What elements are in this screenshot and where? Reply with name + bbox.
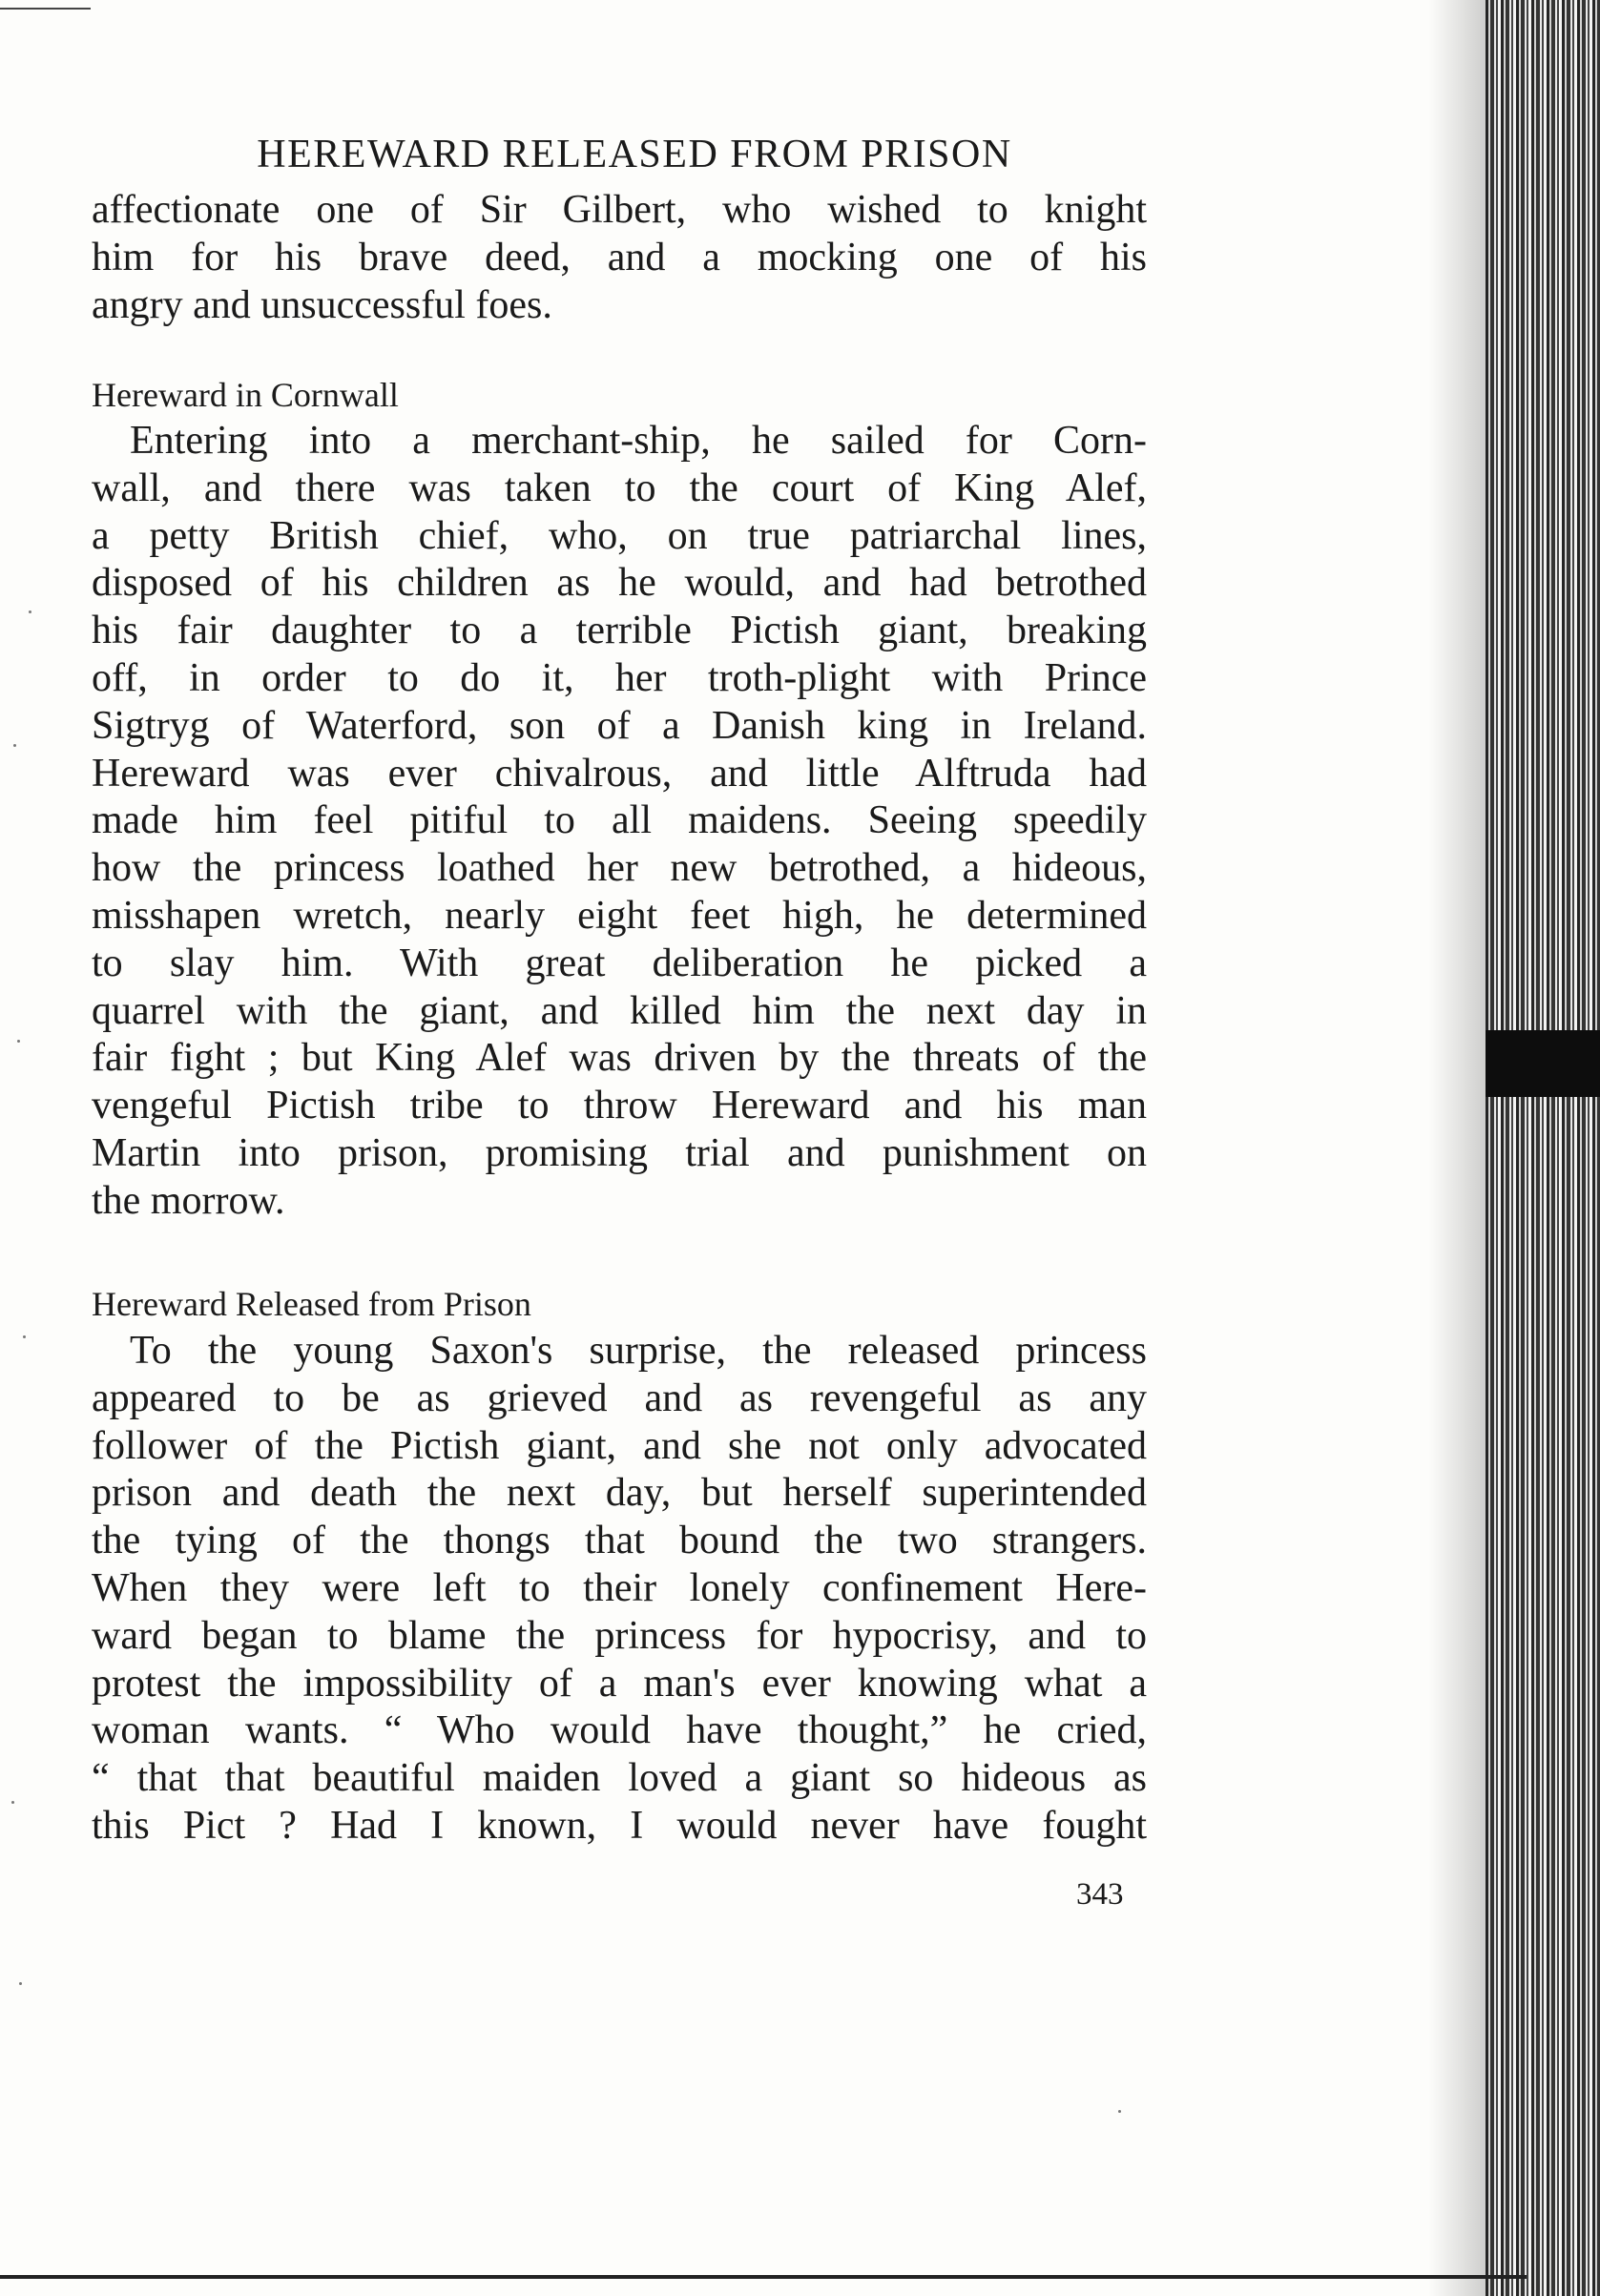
text-line: protest the impossibility of a man's ever knowing what a <box>92 1661 1147 1706</box>
text-line: vengeful Pictish tribe to throw Hereward and his man <box>92 1084 1147 1128</box>
text-line: fair fight ; but King Alef was driven by the threats of the <box>92 1036 1147 1081</box>
text-line: Entering into a merchant-ship, he sailed for Corn- <box>130 419 1147 463</box>
margin-speck <box>13 744 16 747</box>
text-line: his fair daughter to a terrible Pictish giant, breaking <box>92 609 1147 653</box>
text-line: him for his brave deed, and a mocking one of his <box>92 235 1147 279</box>
text-line: the tying of the thongs that bound the two strangers. <box>92 1519 1147 1563</box>
text-line: “ that that beautiful maiden loved a giant so hideous as <box>92 1756 1147 1801</box>
text-line: woman wants. “ Who would have thought,” he cried, <box>92 1708 1147 1753</box>
text-line: angry and unsuccessful foes. <box>92 282 552 327</box>
text-line: disposed of his children as he would, and had betrothed <box>92 561 1147 606</box>
page-number: 343 <box>1076 1877 1124 1912</box>
margin-speck <box>23 1335 26 1338</box>
text-line: made him feel pitiful to all maidens. Seeing speedily <box>92 798 1147 843</box>
running-head: HEREWARD RELEASED FROM PRISON <box>257 133 1012 176</box>
text-line: affectionate one of Sir Gilbert, who wished to knight <box>92 188 1147 232</box>
margin-speck <box>11 1801 14 1804</box>
text-line: appeared to be as grieved and as revengeful as any <box>92 1376 1147 1420</box>
section-heading-cornwall: Hereward in Cornwall <box>92 376 399 414</box>
text-line: Martin into prison, promising trial and punishment on <box>92 1130 1147 1175</box>
text-line: off, in order to do it, her troth-plight with Prince <box>92 655 1147 700</box>
margin-speck <box>29 610 31 613</box>
text-line: to slay him. With great deliberation he picked a <box>92 941 1147 985</box>
text-line: To the young Saxon's surprise, the released princess <box>130 1329 1147 1373</box>
binding-dark-band <box>1486 1030 1600 1097</box>
text-line: how the princess loathed her new betrothed, a hideous, <box>92 846 1147 891</box>
book-binding <box>1486 0 1600 2296</box>
text-line: Hereward was ever chivalrous, and little Alftruda had <box>92 751 1147 796</box>
text-line: a petty British chief, who, on true patriarchal lines, <box>92 513 1147 558</box>
text-line: ward began to blame the princess for hypocrisy, and to <box>92 1613 1147 1658</box>
text-line: misshapen wretch, nearly eight feet high, he determined <box>92 893 1147 938</box>
section-heading-released: Hereward Released from Prison <box>92 1285 531 1323</box>
text-line: this Pict ? Had I known, I would never have fought <box>92 1803 1147 1848</box>
text-line: prison and death the next day, but herself superintended <box>92 1471 1147 1516</box>
corner-rule <box>0 8 91 10</box>
paragraph-released <box>92 1328 1147 1851</box>
paragraph-cornwall <box>92 418 1147 1226</box>
bottom-rule <box>0 2275 1527 2279</box>
margin-speck <box>1118 2110 1121 2113</box>
text-line: When they were left to their lonely confinement Here- <box>92 1565 1147 1610</box>
margin-speck <box>19 1982 22 1985</box>
text-line: the morrow. <box>92 1178 285 1223</box>
text-line: wall, and there was taken to the court of King Alef, <box>92 465 1147 510</box>
text-line: quarrel with the giant, and killed him the next day in <box>92 988 1147 1033</box>
text-line: Sigtryg of Waterford, son of a Danish king in Ireland. <box>92 703 1147 748</box>
text-line: follower of the Pictish giant, and she not only advocated <box>92 1423 1147 1468</box>
continuation-paragraph <box>92 187 1147 329</box>
margin-speck <box>17 1040 20 1043</box>
binding-shadow <box>1428 0 1486 2296</box>
